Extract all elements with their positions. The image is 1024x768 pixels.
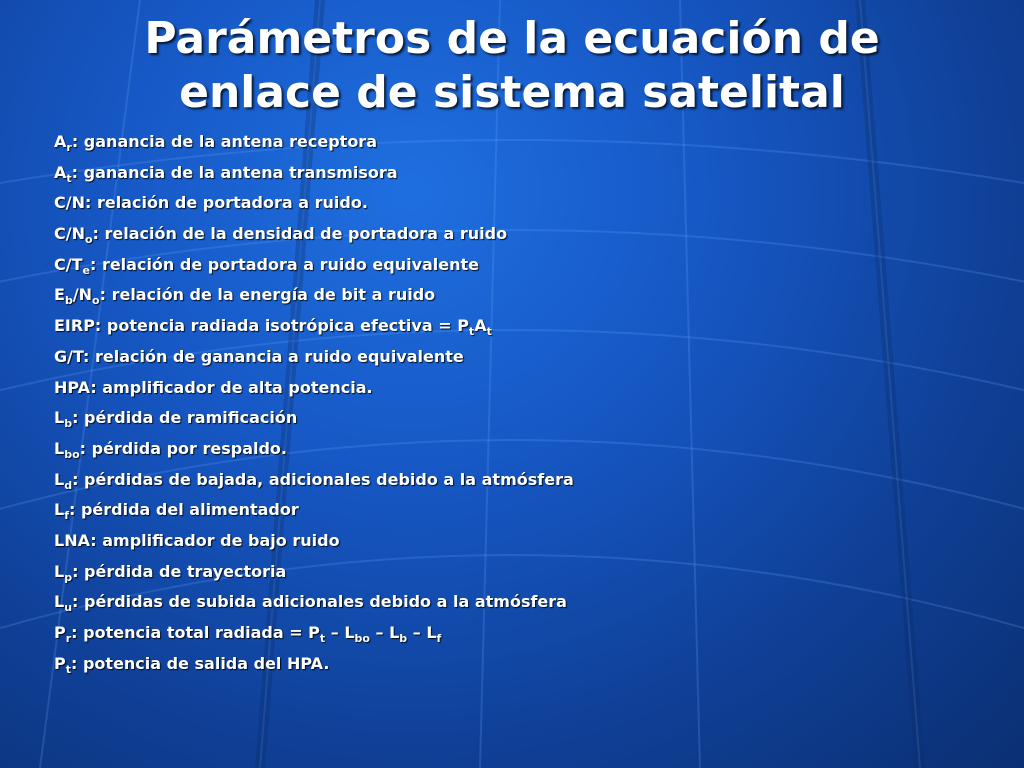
item-text: : pérdida por respaldo. bbox=[79, 438, 287, 458]
item-text: /N bbox=[72, 285, 93, 305]
parameter-item bbox=[54, 315, 994, 346]
parameter-item bbox=[54, 377, 994, 408]
subscript: t bbox=[486, 325, 492, 339]
item-text: : pérdida del alimentador bbox=[69, 500, 299, 520]
parameter-item bbox=[54, 499, 994, 530]
title-line-1: Parámetros de la ecuación de bbox=[144, 13, 880, 64]
subscript: t bbox=[66, 171, 72, 185]
subscript: b bbox=[64, 417, 73, 431]
item-text: C/N bbox=[54, 224, 85, 244]
item-text: : potencia de salida del HPA. bbox=[71, 653, 330, 673]
item-text: L bbox=[54, 438, 65, 458]
subscript: bo bbox=[354, 632, 370, 645]
item-text: : potencia total radiada = P bbox=[71, 623, 320, 642]
subscript: u bbox=[64, 601, 73, 615]
subscript: r bbox=[65, 632, 72, 645]
subscript: b bbox=[64, 294, 73, 308]
slide-title bbox=[0, 12, 1024, 120]
parameter-item bbox=[54, 438, 994, 469]
parameter-item bbox=[54, 284, 994, 315]
subscript: b bbox=[399, 632, 408, 645]
parameter-item bbox=[54, 254, 994, 285]
item-text: : pérdida de ramificación bbox=[72, 408, 298, 428]
parameter-item bbox=[54, 131, 994, 162]
parameter-item bbox=[54, 192, 994, 223]
item-text: C/N: relación de portadora a ruido. bbox=[54, 193, 368, 213]
item-text: A bbox=[54, 132, 67, 151]
subscript: r bbox=[66, 141, 72, 154]
parameter-item bbox=[54, 407, 994, 438]
parameter-item bbox=[54, 530, 994, 561]
parameter-item bbox=[54, 469, 994, 500]
item-text: : pérdidas de subida adicionales debido a la atmósfera bbox=[72, 592, 567, 612]
item-text: L bbox=[54, 469, 65, 489]
subscript: o bbox=[84, 233, 93, 247]
parameter-item bbox=[54, 653, 994, 684]
subscript: p bbox=[64, 570, 73, 584]
subscript: f bbox=[64, 509, 69, 523]
subscript: t bbox=[65, 662, 71, 676]
item-text: L bbox=[54, 500, 65, 520]
item-text: : relación de la densidad de portadora a ruido bbox=[92, 224, 508, 244]
item-text: : relación de la energía de bit a ruido bbox=[99, 285, 436, 305]
parameter-list bbox=[54, 131, 994, 683]
item-text: – L bbox=[369, 623, 400, 642]
item-text: : pérdidas de bajada, adicionales debido a la atmósfera bbox=[72, 469, 574, 489]
subscript: d bbox=[64, 478, 73, 492]
parameter-item bbox=[54, 622, 994, 653]
subscript: f bbox=[436, 632, 442, 645]
item-text: C/T bbox=[54, 254, 83, 274]
subscript: bo bbox=[64, 447, 80, 461]
title-line-2: enlace de sistema satelital bbox=[179, 67, 845, 118]
item-text: : relación de portadora a ruido equivalente bbox=[89, 254, 480, 274]
item-text: EIRP: potencia radiada isotrópica efectiva = P bbox=[54, 316, 469, 336]
subscript: t bbox=[468, 325, 475, 339]
parameter-item bbox=[54, 591, 994, 622]
parameter-item bbox=[54, 162, 994, 193]
item-text: E bbox=[54, 285, 65, 305]
item-text: G/T: relación de ganancia a ruido equivalente bbox=[54, 346, 464, 366]
item-text: L bbox=[54, 592, 65, 612]
item-text: : ganancia de la antena receptora bbox=[71, 132, 377, 151]
item-text: L bbox=[54, 408, 65, 428]
item-text: LNA: amplificador de bajo ruido bbox=[54, 530, 340, 550]
item-text: : ganancia de la antena transmisora bbox=[71, 162, 398, 182]
item-text: – L bbox=[407, 623, 437, 642]
item-text: P bbox=[54, 653, 66, 673]
item-text: HPA: amplificador de alta potencia. bbox=[54, 377, 373, 397]
parameter-item bbox=[54, 346, 994, 377]
parameter-item bbox=[54, 561, 994, 592]
item-text: A bbox=[474, 316, 487, 336]
subscript: t bbox=[319, 632, 326, 645]
item-text: A bbox=[54, 162, 67, 182]
subscript: o bbox=[92, 294, 100, 308]
item-text: P bbox=[54, 623, 66, 642]
parameter-item bbox=[54, 223, 994, 254]
item-text: – L bbox=[325, 623, 355, 642]
item-text: : pérdida de trayectoria bbox=[72, 561, 287, 581]
item-text: L bbox=[54, 561, 65, 581]
subscript: e bbox=[82, 263, 90, 277]
